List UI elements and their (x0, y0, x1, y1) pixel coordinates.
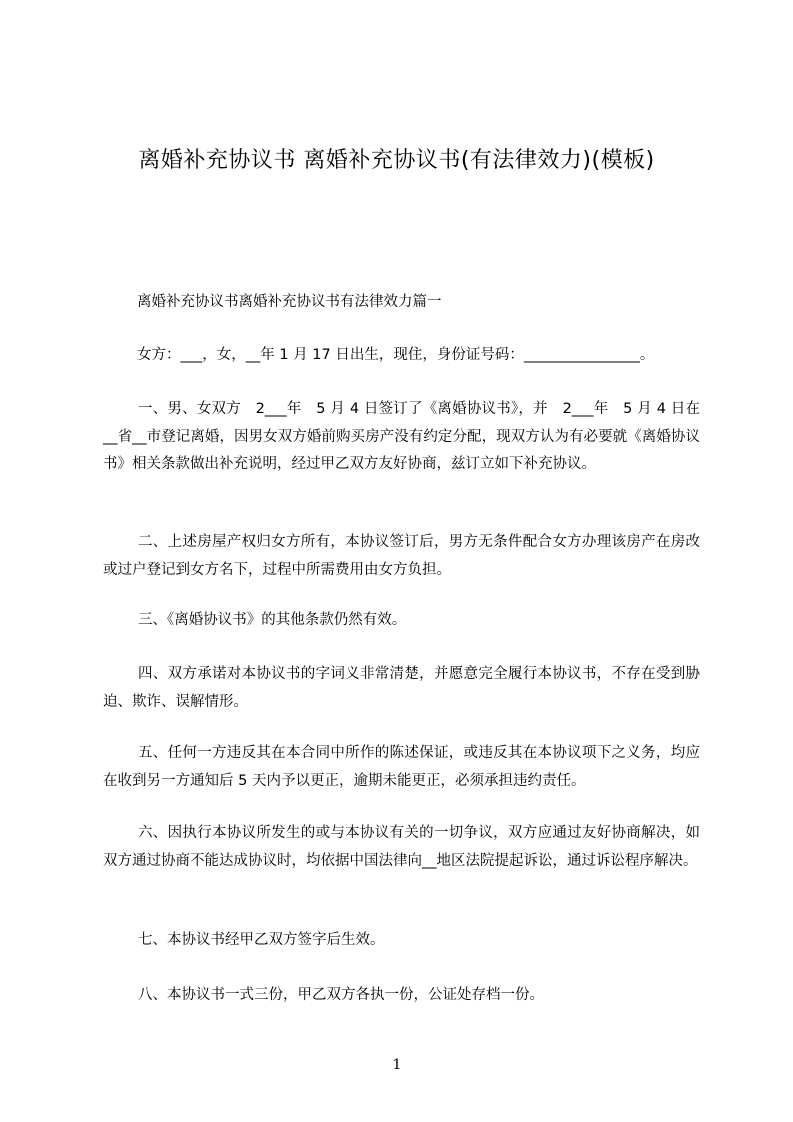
clause-4: 四、双方承诺对本协议书的字词义非常清楚，并愿意完全履行本协议书，不存在受到胁迫、欺诈、误解情形。 (103, 666, 700, 710)
page-number: 1 (392, 1057, 402, 1073)
clause-8: 八、本协议书一式三份，甲乙双方各执一份，公证处存档一份。 (138, 987, 544, 1003)
clause-2: 二、上述房屋产权归女方所有，本协议签订后，男方无条件配合女方办理该房产在房改或过户登记到女方名下，过程中所需费用由女方负担。 (103, 534, 700, 578)
document-subtitle: 离婚补充协议书离婚补充协议书有法律效力篇一 (137, 294, 442, 310)
party-info-line: 女方：___，女，__年 1 月 17 日出生，现住，身份证号码：________________。 (137, 347, 655, 363)
clause-7: 七、本协议书经甲乙双方签字后生效。 (138, 932, 385, 948)
document-title: 离婚补充协议书 离婚补充协议书(有法律效力)(模板) (138, 148, 655, 173)
clause-3: 三、《离婚协议书》的其他条款仍然有效。 (138, 612, 407, 628)
clause-5: 五、任何一方违反其在本合同中所作的陈述保证，或违反其在本协议项下之义务，均应在收到另一方通知后 5 天内予以更正，逾期未能更正，必须承担违约责任。 (103, 745, 700, 789)
clause-6: 六、因执行本协议所发生的或与本协议有关的一切争议，双方应通过友好协商解决，如双方通过协商不能达成协议时，均依据中国法律向__地区法院提起诉讼，通过诉讼程序解决。 (103, 825, 700, 869)
clause-1: 一、男、女双方 2___年 5 月 4 日签订了《离婚协议书》，并 2___年 5 月 4 日在__省__市登记离婚，因男女双方婚前购买房产没有约定分配，现双方认为有必要就《离婚协议书》相关条款做出补充说明，经过甲乙双方友好协商，兹订立如下补充协议。 (103, 401, 700, 472)
